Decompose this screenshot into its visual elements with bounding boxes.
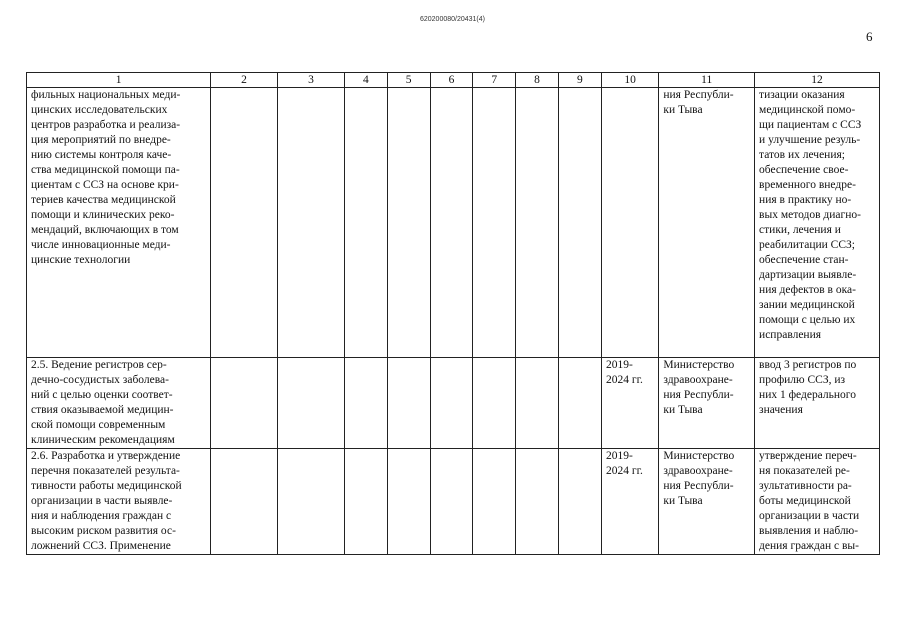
column-header: 1 bbox=[27, 73, 211, 88]
executor-cell: ния Республи- ки Тыва bbox=[659, 88, 755, 358]
table-row bbox=[27, 449, 880, 555]
executor-cell: Министерство здравоохране- ния Республи- ки Тыва bbox=[659, 358, 755, 449]
document-code: 620200080/20431(4) bbox=[419, 16, 485, 23]
column-header: 8 bbox=[516, 73, 558, 88]
period-cell bbox=[601, 88, 658, 358]
table-row bbox=[27, 358, 880, 449]
activity-cell: 2.5. Ведение регистров сер- дечно-сосудистых заболева- ний с целью оценки соответ- ствия оказываемой медицин- ской помощи современным клиническим рекомендациям bbox=[27, 358, 211, 449]
column-header: 12 bbox=[755, 73, 880, 88]
result-cell: утверждение переч- ня показателей ре- зультативности ра- боты медицинской организации в части выявления и наблю- дения граждан с вы- bbox=[755, 449, 880, 555]
table-row bbox=[27, 88, 880, 358]
column-header: 11 bbox=[659, 73, 755, 88]
column-number-row bbox=[27, 73, 880, 88]
period-cell: 2019- 2024 гг. bbox=[601, 449, 658, 555]
column-header: 7 bbox=[473, 73, 516, 88]
column-header: 3 bbox=[277, 73, 344, 88]
column-header: 6 bbox=[430, 73, 472, 88]
column-header: 9 bbox=[558, 73, 601, 88]
result-cell: ввод 3 регистров по профилю ССЗ, из них 1 федерального значения bbox=[755, 358, 880, 449]
executor-cell: Министерство здравоохране- ния Республи- ки Тыва bbox=[659, 449, 755, 555]
period-cell: 2019- 2024 гг. bbox=[601, 358, 658, 449]
column-header: 4 bbox=[345, 73, 387, 88]
column-header: 5 bbox=[387, 73, 430, 88]
plan-table bbox=[26, 72, 880, 555]
column-header: 10 bbox=[601, 73, 658, 88]
activity-cell: 2.6. Разработка и утверждение перечня показателей результа- тивности работы медицинской организации в части выявле- ния и наблюдения граждан с высоким риском развития ос- ложнений ССЗ. Применение bbox=[27, 449, 211, 555]
activity-cell: фильных национальных меди- цинских исследовательских центров разработка и реализа- ция мероприятий по внедре- нию системы контроля каче- ства медицинской помощи па- циентам с ССЗ на основе кри- териев качества медицинской помощи и клинических реко- мендаций, включающих в том числе инновационные меди- цинские технологии bbox=[27, 88, 211, 358]
column-header: 2 bbox=[211, 73, 277, 88]
result-cell: тизации оказания медицинской помо- щи пациентам с ССЗ и улучшение резуль- татов их лечения; обеспечение свое- временного внедре- ния в практику но- вых методов диагно- стики, лечения и реабилитации ССЗ; обеспечение стан- дартизации выявле- ния дефектов в ока- зании медицинской помощи с целью их исправления bbox=[755, 88, 880, 358]
page-number: 6 bbox=[866, 29, 873, 44]
